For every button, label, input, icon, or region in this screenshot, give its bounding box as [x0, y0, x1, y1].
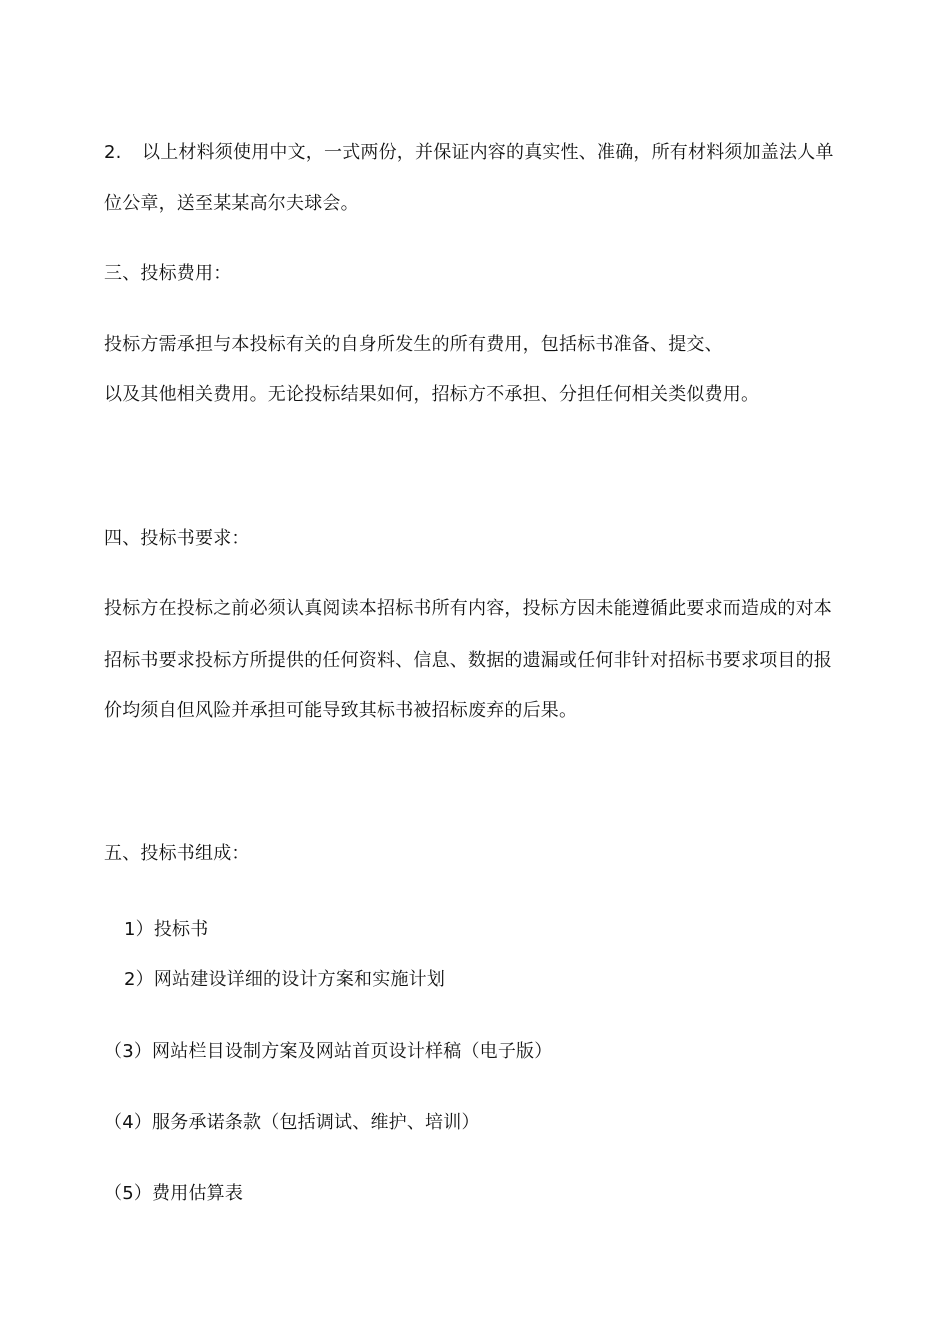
section2-line1: [104, 141, 834, 165]
list-item: （4）服务承诺条款（包括调试、维护、培训）: [104, 1112, 480, 1133]
section2-text-2: 位公章，送至某某高尔夫球会。: [104, 193, 359, 214]
section3-text-2: 以及其他相关费用。无论投标结果如何，招标方不承担、分担任何相关类似费用。: [104, 384, 760, 405]
section4-heading: 四、投标书要求：: [104, 528, 250, 549]
list-item: 2）网站建设详细的设计方案和实施计划: [124, 969, 446, 990]
section4-text-2: 招标书要求投标方所提供的任何资料、信息、数据的遗漏或任何非针对招标书要求项目的报: [104, 650, 832, 671]
list-item: （3）网站栏目设制方案及网站首页设计样稿（电子版）: [104, 1041, 553, 1062]
section2-text-1: 以上材料须使用中文，一式两份，并保证内容的真实性、准确，所有材料须加盖法人单: [142, 142, 834, 163]
section4-text-3: 价均须自但风险并承担可能导致其标书被招标废弃的后果。: [104, 700, 578, 721]
section3-heading: 三、投标费用：: [104, 263, 232, 284]
section5-heading: 五、投标书组成：: [104, 843, 250, 864]
list-item: （5）费用估算表: [104, 1183, 244, 1204]
section2-number: 2.: [104, 142, 122, 163]
section3-text-1: 投标方需承担与本投标有关的自身所发生的所有费用，包括标书准备、提交、: [104, 334, 723, 355]
list-item: 1）投标书: [124, 919, 209, 940]
section4-text-1: 投标方在投标之前必须认真阅读本招标书所有内容，投标方因未能遵循此要求而造成的对本: [104, 598, 832, 619]
